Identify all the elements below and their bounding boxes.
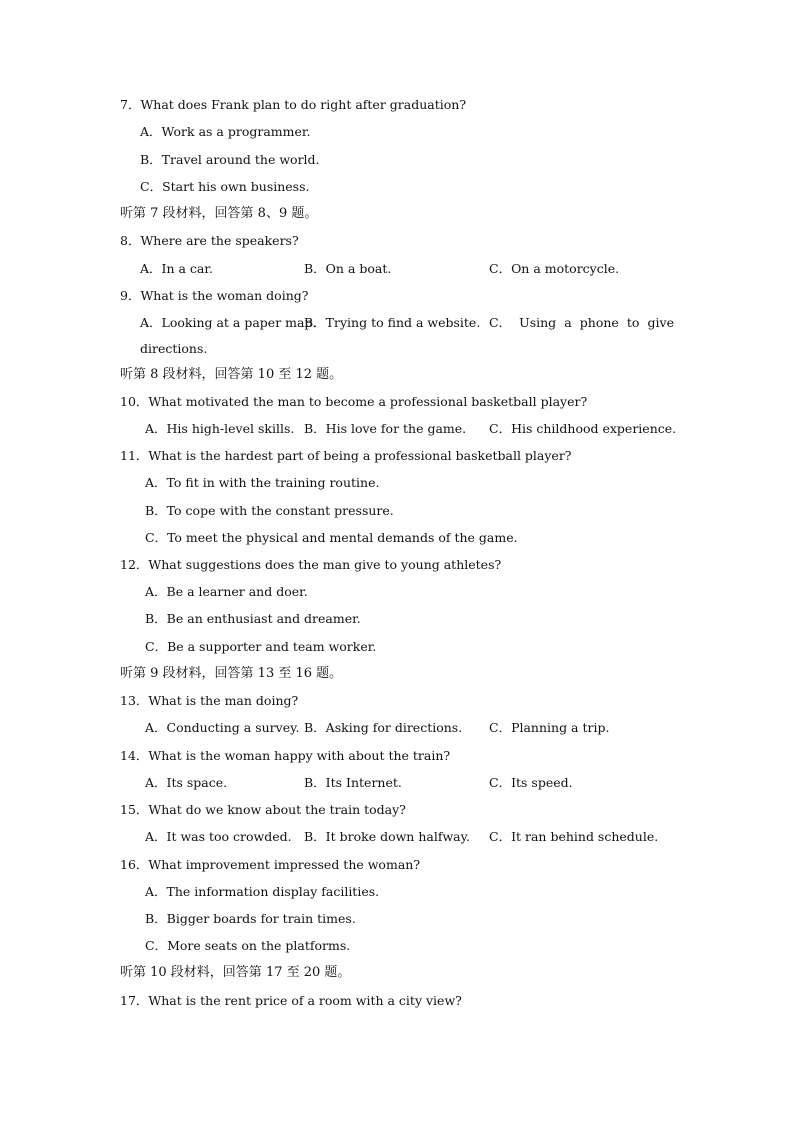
question-13-option-b: B．Asking for directions.: [304, 720, 463, 735]
question-13-option-c: C．Planning a trip.: [489, 720, 610, 735]
question-9-option-b: B．Trying to find a website.: [304, 315, 481, 330]
option-c-word: give: [647, 315, 674, 330]
question-16-option-a: A．The information display facilities.: [145, 884, 380, 899]
question-14-stem: 14．What is the woman happy with about the train?: [120, 748, 451, 763]
question-11-option-c: C．To meet the physical and mental demands of the game.: [145, 530, 518, 545]
question-14-option-b: B．Its Internet.: [304, 775, 402, 790]
question-13-option-a: A．Conducting a survey.: [145, 720, 300, 735]
question-16-option-c: C．More seats on the platforms.: [145, 938, 351, 953]
question-16-stem: 16．What improvement impressed the woman?: [120, 857, 421, 872]
question-8-option-a: A．In a car.: [140, 261, 213, 276]
question-14-option-a: A．Its space.: [145, 775, 228, 790]
question-9-option-c: [489, 315, 674, 331]
question-7-option-c: C．Start his own business.: [140, 179, 310, 194]
question-12-option-a: A．Be a learner and doer.: [145, 584, 308, 599]
section-7-instruction: 听第 7 段材料，回答第 8、9 题。: [120, 206, 318, 221]
question-15-option-a: A．It was too crowded.: [145, 829, 292, 844]
question-15-option-b: B．It broke down halfway.: [304, 829, 470, 844]
question-13-stem: 13．What is the man doing?: [120, 693, 299, 708]
question-12-stem: 12．What suggestions does the man give to young athletes?: [120, 557, 502, 572]
question-10-option-a: A．His high-level skills.: [145, 421, 295, 436]
question-10-option-b: B．His love for the game.: [304, 421, 467, 436]
question-15-stem: 15．What do we know about the train today?: [120, 802, 406, 817]
question-12-option-c: C．Be a supporter and team worker.: [145, 639, 377, 654]
option-c-word: Using: [519, 315, 557, 330]
question-8-option-c: C．On a motorcycle.: [489, 261, 620, 276]
question-8-option-b: B．On a boat.: [304, 261, 392, 276]
section-9-instruction: 听第 9 段材料，回答第 13 至 16 题。: [120, 666, 343, 681]
question-7-stem: 7．What does Frank plan to do right after graduation?: [120, 97, 467, 112]
option-c-word: to: [626, 315, 640, 330]
question-16-option-b: B．Bigger boards for train times.: [145, 911, 356, 926]
option-c-word: C．: [489, 315, 512, 330]
question-8-stem: 8．Where are the speakers?: [120, 233, 299, 248]
question-17-stem: 17．What is the rent price of a room with a city view?: [120, 993, 462, 1008]
question-14-option-c: C．Its speed.: [489, 775, 573, 790]
question-9-option-c-continued: directions.: [140, 341, 208, 356]
section-10-instruction: 听第 10 段材料，回答第 17 至 20 题。: [120, 965, 351, 980]
question-10-stem: 10．What motivated the man to become a professional basketball player?: [120, 394, 588, 409]
option-c-word: a: [564, 315, 572, 330]
question-7-option-a: A．Work as a programmer.: [140, 124, 311, 139]
question-9-stem: 9．What is the woman doing?: [120, 288, 309, 303]
question-11-stem: 11．What is the hardest part of being a professional basketball player?: [120, 448, 572, 463]
question-11-option-b: B．To cope with the constant pressure.: [145, 503, 394, 518]
option-c-word: phone: [579, 315, 619, 330]
question-15-option-c: C．It ran behind schedule.: [489, 829, 659, 844]
question-10-option-c: C．His childhood experience.: [489, 421, 677, 436]
question-9-option-a: A．Looking at a paper map.: [140, 315, 317, 330]
question-7-option-b: B．Travel around the world.: [140, 152, 320, 167]
question-12-option-b: B．Be an enthusiast and dreamer.: [145, 611, 361, 626]
section-8-instruction: 听第 8 段材料，回答第 10 至 12 题。: [120, 367, 343, 382]
question-11-option-a: A．To fit in with the training routine.: [145, 475, 380, 490]
